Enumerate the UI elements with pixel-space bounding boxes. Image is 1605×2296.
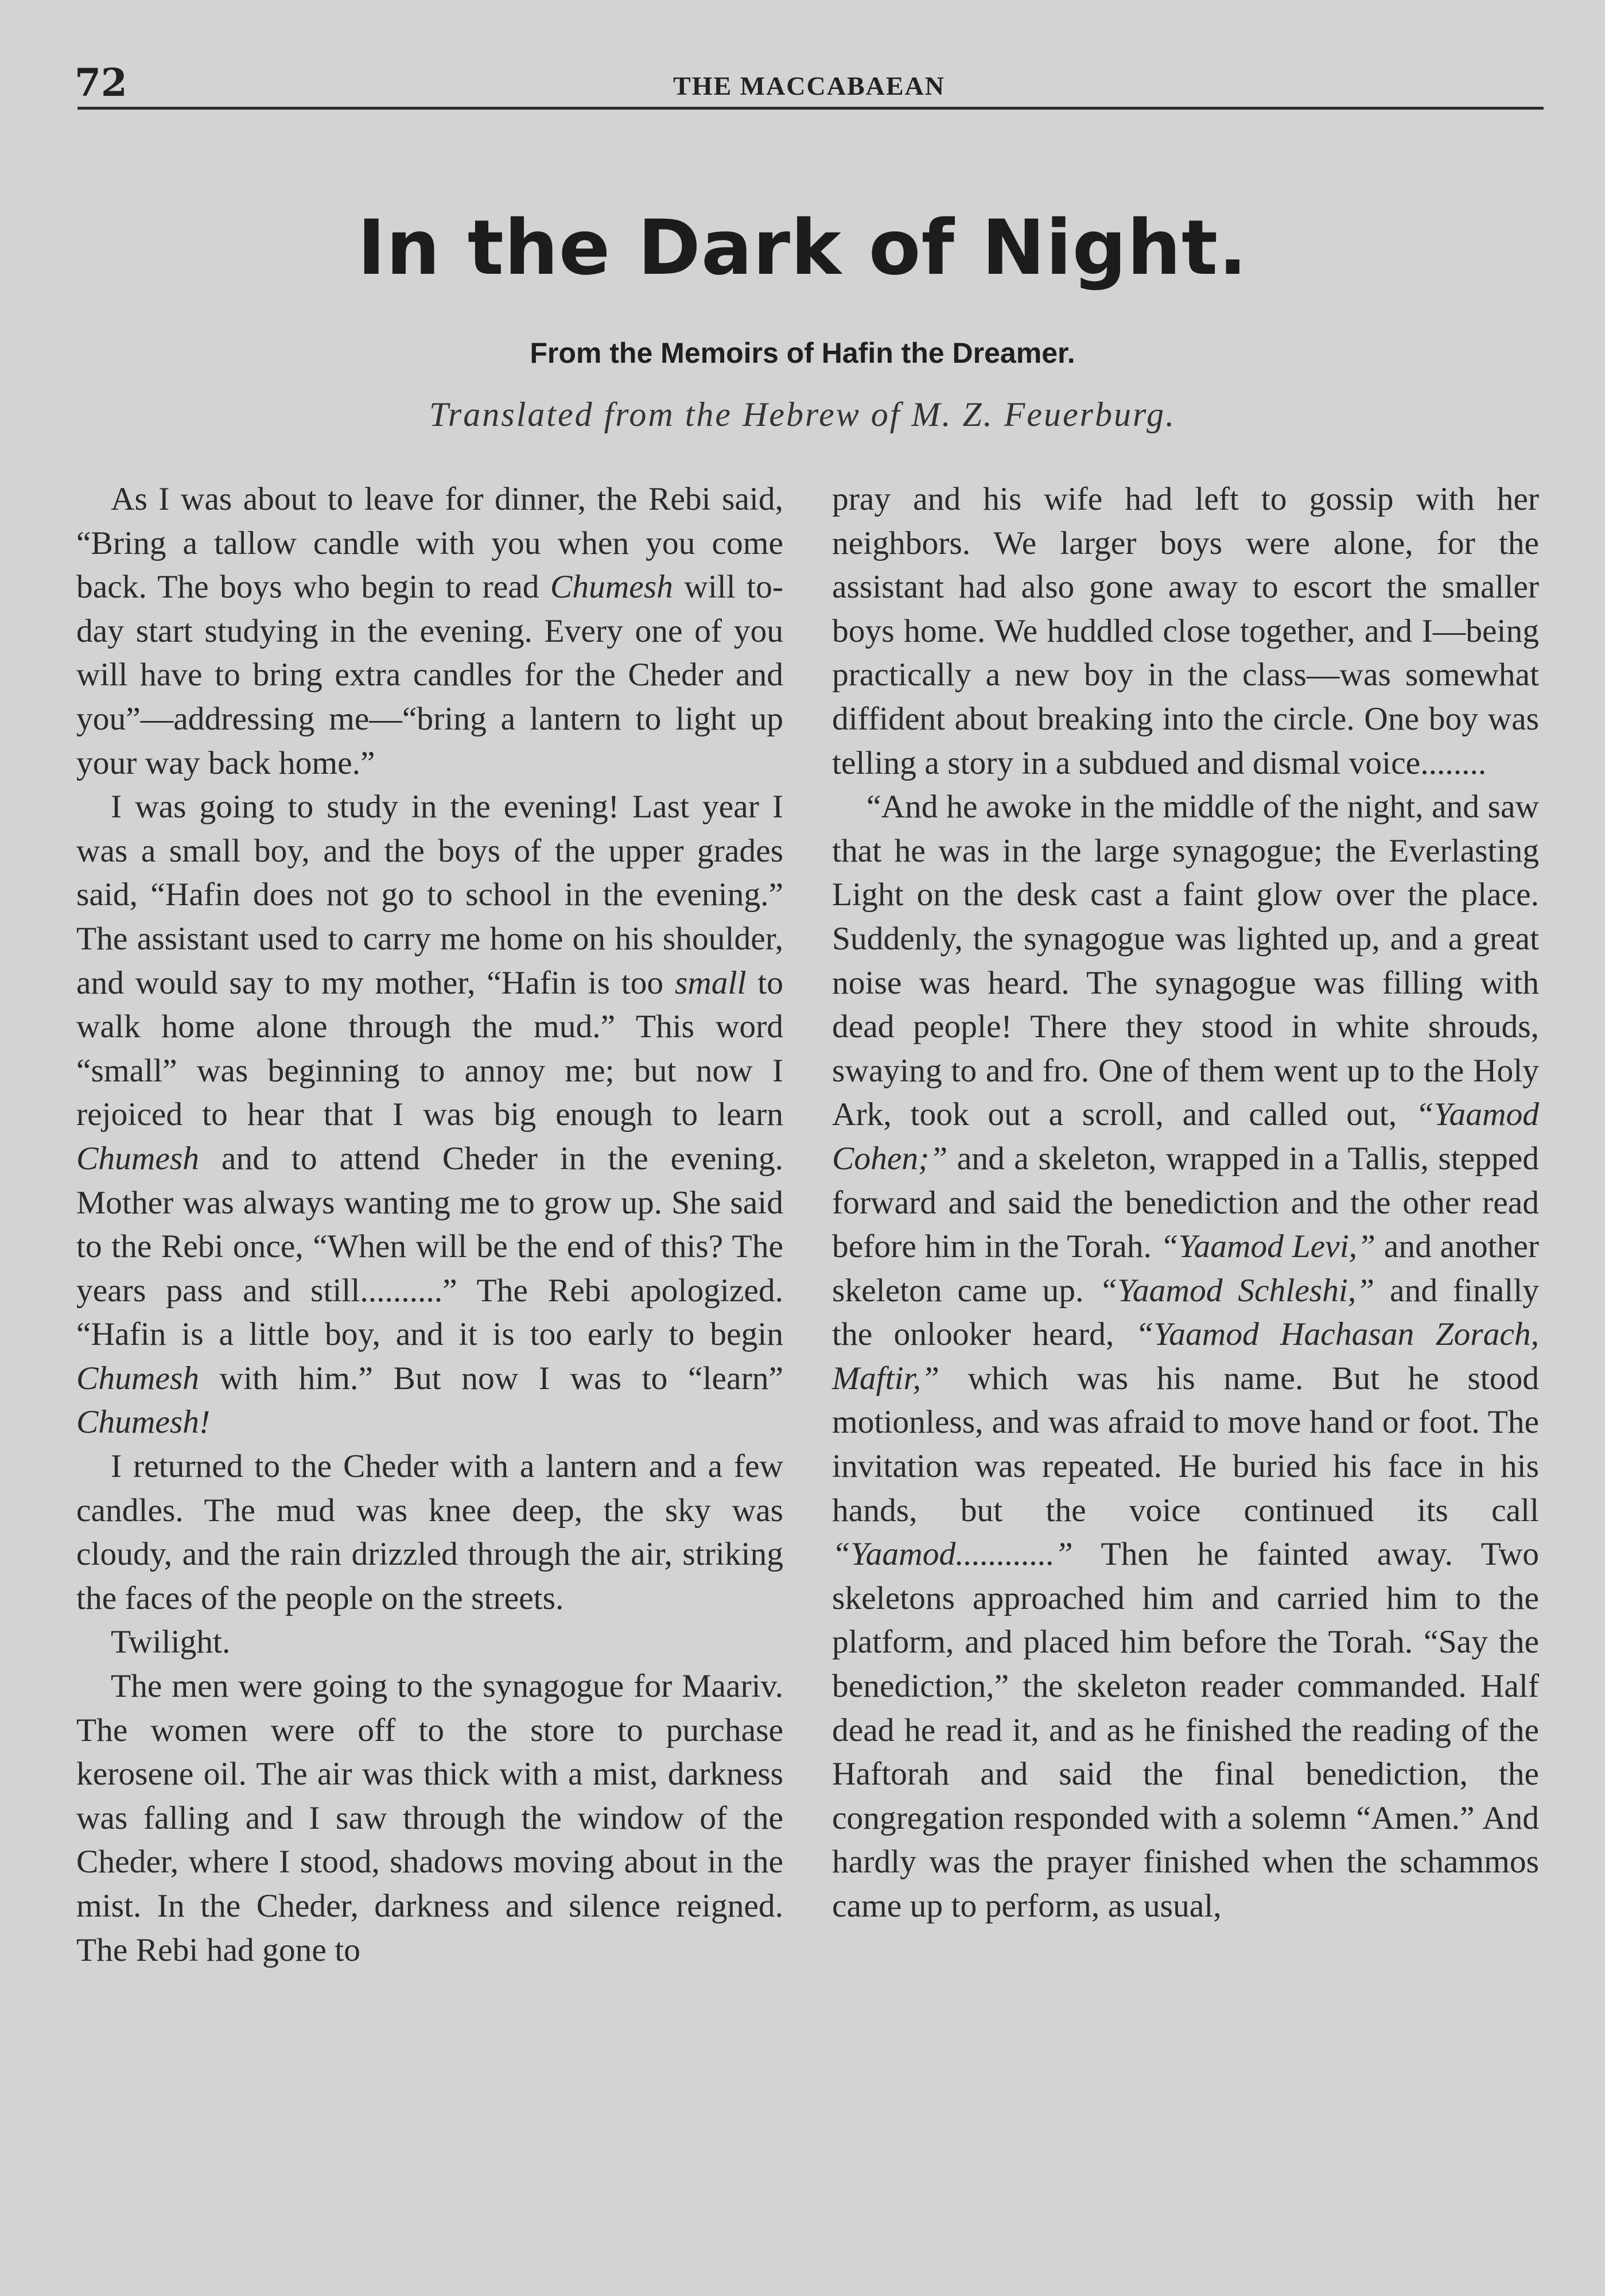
paragraph-6 [832, 785, 1539, 1928]
italic-run: Chumesh! [76, 1404, 211, 1441]
italic-run: Chumesh [76, 1140, 200, 1177]
paragraph-5-continued: pray and his wife had left to gossip with her neighbors. We larger boys were alone, for the assistant had also gone away to escort the smaller boys home. We huddled close together, and I—being practically a new boy in the class—was somewhat diffident about breaking into the circle. One boy was telling a story in a subdued and dismal voice........ [832, 481, 1539, 781]
paragraph-4: Twilight. [111, 1624, 231, 1661]
italic-run: “Yaamod Schleshi,” [1099, 1272, 1375, 1309]
text-run: will to-day start studying in the evening. Every one of you will have to bring extra candles for the Cheder and you”—addressing me—“bring a lantern to light up your way back home.” [76, 569, 783, 781]
paragraph-1 [76, 478, 783, 785]
paragraph-5: The men were going to the synagogue for Maariv. The women were off to the store to purchase kerosene oil. The air was thick with a mist, darkness was falling and I saw through the window of the Cheder, where I stood, shadows moving about in the mist. In the Cheder, darkness and silence reigned. The Rebi had gone to [76, 1668, 783, 1968]
paragraph-3: I returned to the Cheder with a lantern and a few candles. The mud was knee deep, the sky was cloudy, and the rain drizzled through the air, striking the faces of the people on the streets. [76, 1448, 783, 1616]
page-number: 72 [75, 60, 127, 105]
running-head [75, 60, 1544, 112]
text-run: which was his name. But he stood motionless, and was afraid to move hand or foot. The invitation was repeated. He buried his face in his hands, but the voice continued its call [832, 1360, 1539, 1529]
text-run: and another skeleton came up. [832, 1228, 1539, 1309]
italic-run: Chumesh [76, 1360, 200, 1397]
column-right [832, 478, 1539, 1929]
translator-credit: Translated from the Hebrew of M. Z. Feuerburg. [429, 395, 1176, 433]
journal-name: THE MACCABAEAN [673, 71, 945, 100]
text-run: Then he fainted away. Two skeletons approached him and carried him to the platform, and placed him before the Torah. “Say the benediction,” the skeleton reader commanded. Half dead he read it, and as he finished the reading of the Haftorah and said the final benediction, the congregation responded with a solemn “Amen.” And hardly was the prayer finished when the schammos came up to perform, as usual, [832, 1536, 1539, 1924]
column-left [76, 478, 783, 1972]
italic-run: Chumesh [550, 569, 673, 606]
italic-run: “Yaamod Levi,” [1160, 1228, 1376, 1265]
text-run: with him.” But now I was to “learn” [199, 1360, 783, 1397]
text-run: As I was about to leave for dinner, the Rebi said, “Bring a tallow candle with you when you come back. The boys who begin to read [76, 481, 783, 606]
header-rule [77, 107, 1544, 110]
text-run: and to attend Cheder in the evening. Mother was always wanting me to grow up. She said to the Rebi once, “When will be the end of this? The years pass and still..........” The Rebi apologized. “Hafin is a little boy, and it is too early to begin [76, 1140, 783, 1353]
text-run: to walk home alone through the mud.” This word “small” was beginning to annoy me; but now I rejoiced to hear that I was big enough to learn [76, 964, 783, 1133]
text-run: and finally the onlooker heard, [832, 1272, 1539, 1353]
text-run: and a skeleton, wrapped in a Tallis, stepped forward and said the benediction and the other read before him in the Torah. [832, 1140, 1539, 1265]
italic-run: small [674, 964, 747, 1001]
text-run: I was going to study in the evening! Last year I was a small boy, and the boys of the upper grades said, “Hafin does not go to school in the evening.” The assistant used to carry me home on his shoulder, and would say to my mother, “Hafin is too [76, 789, 783, 1001]
article-subtitle: From the Memoirs of Hafin the Dreamer. [530, 337, 1075, 369]
text-run: “And he awoke in the middle of the night, and saw that he was in the large synagogue; the Everlasting Light on the desk cast a faint glow over the place. Suddenly, the synagogue was lighted up, and a great noise was heard. The synagogue was filling with dead people! There they stood in white shrouds, swaying to and fro. One of them went up to the Holy Ark, took out a scroll, and called out, [832, 789, 1539, 1133]
italic-run: “Yaamod Cohen;” [832, 1096, 1539, 1177]
italic-run: “Yaamod............” [832, 1536, 1073, 1573]
italic-run: “Yaamod Hachasan Zorach, Maftir,” [832, 1316, 1539, 1397]
paragraph-2 [76, 785, 783, 1445]
article-title: In the Dark of Night. [357, 204, 1248, 292]
